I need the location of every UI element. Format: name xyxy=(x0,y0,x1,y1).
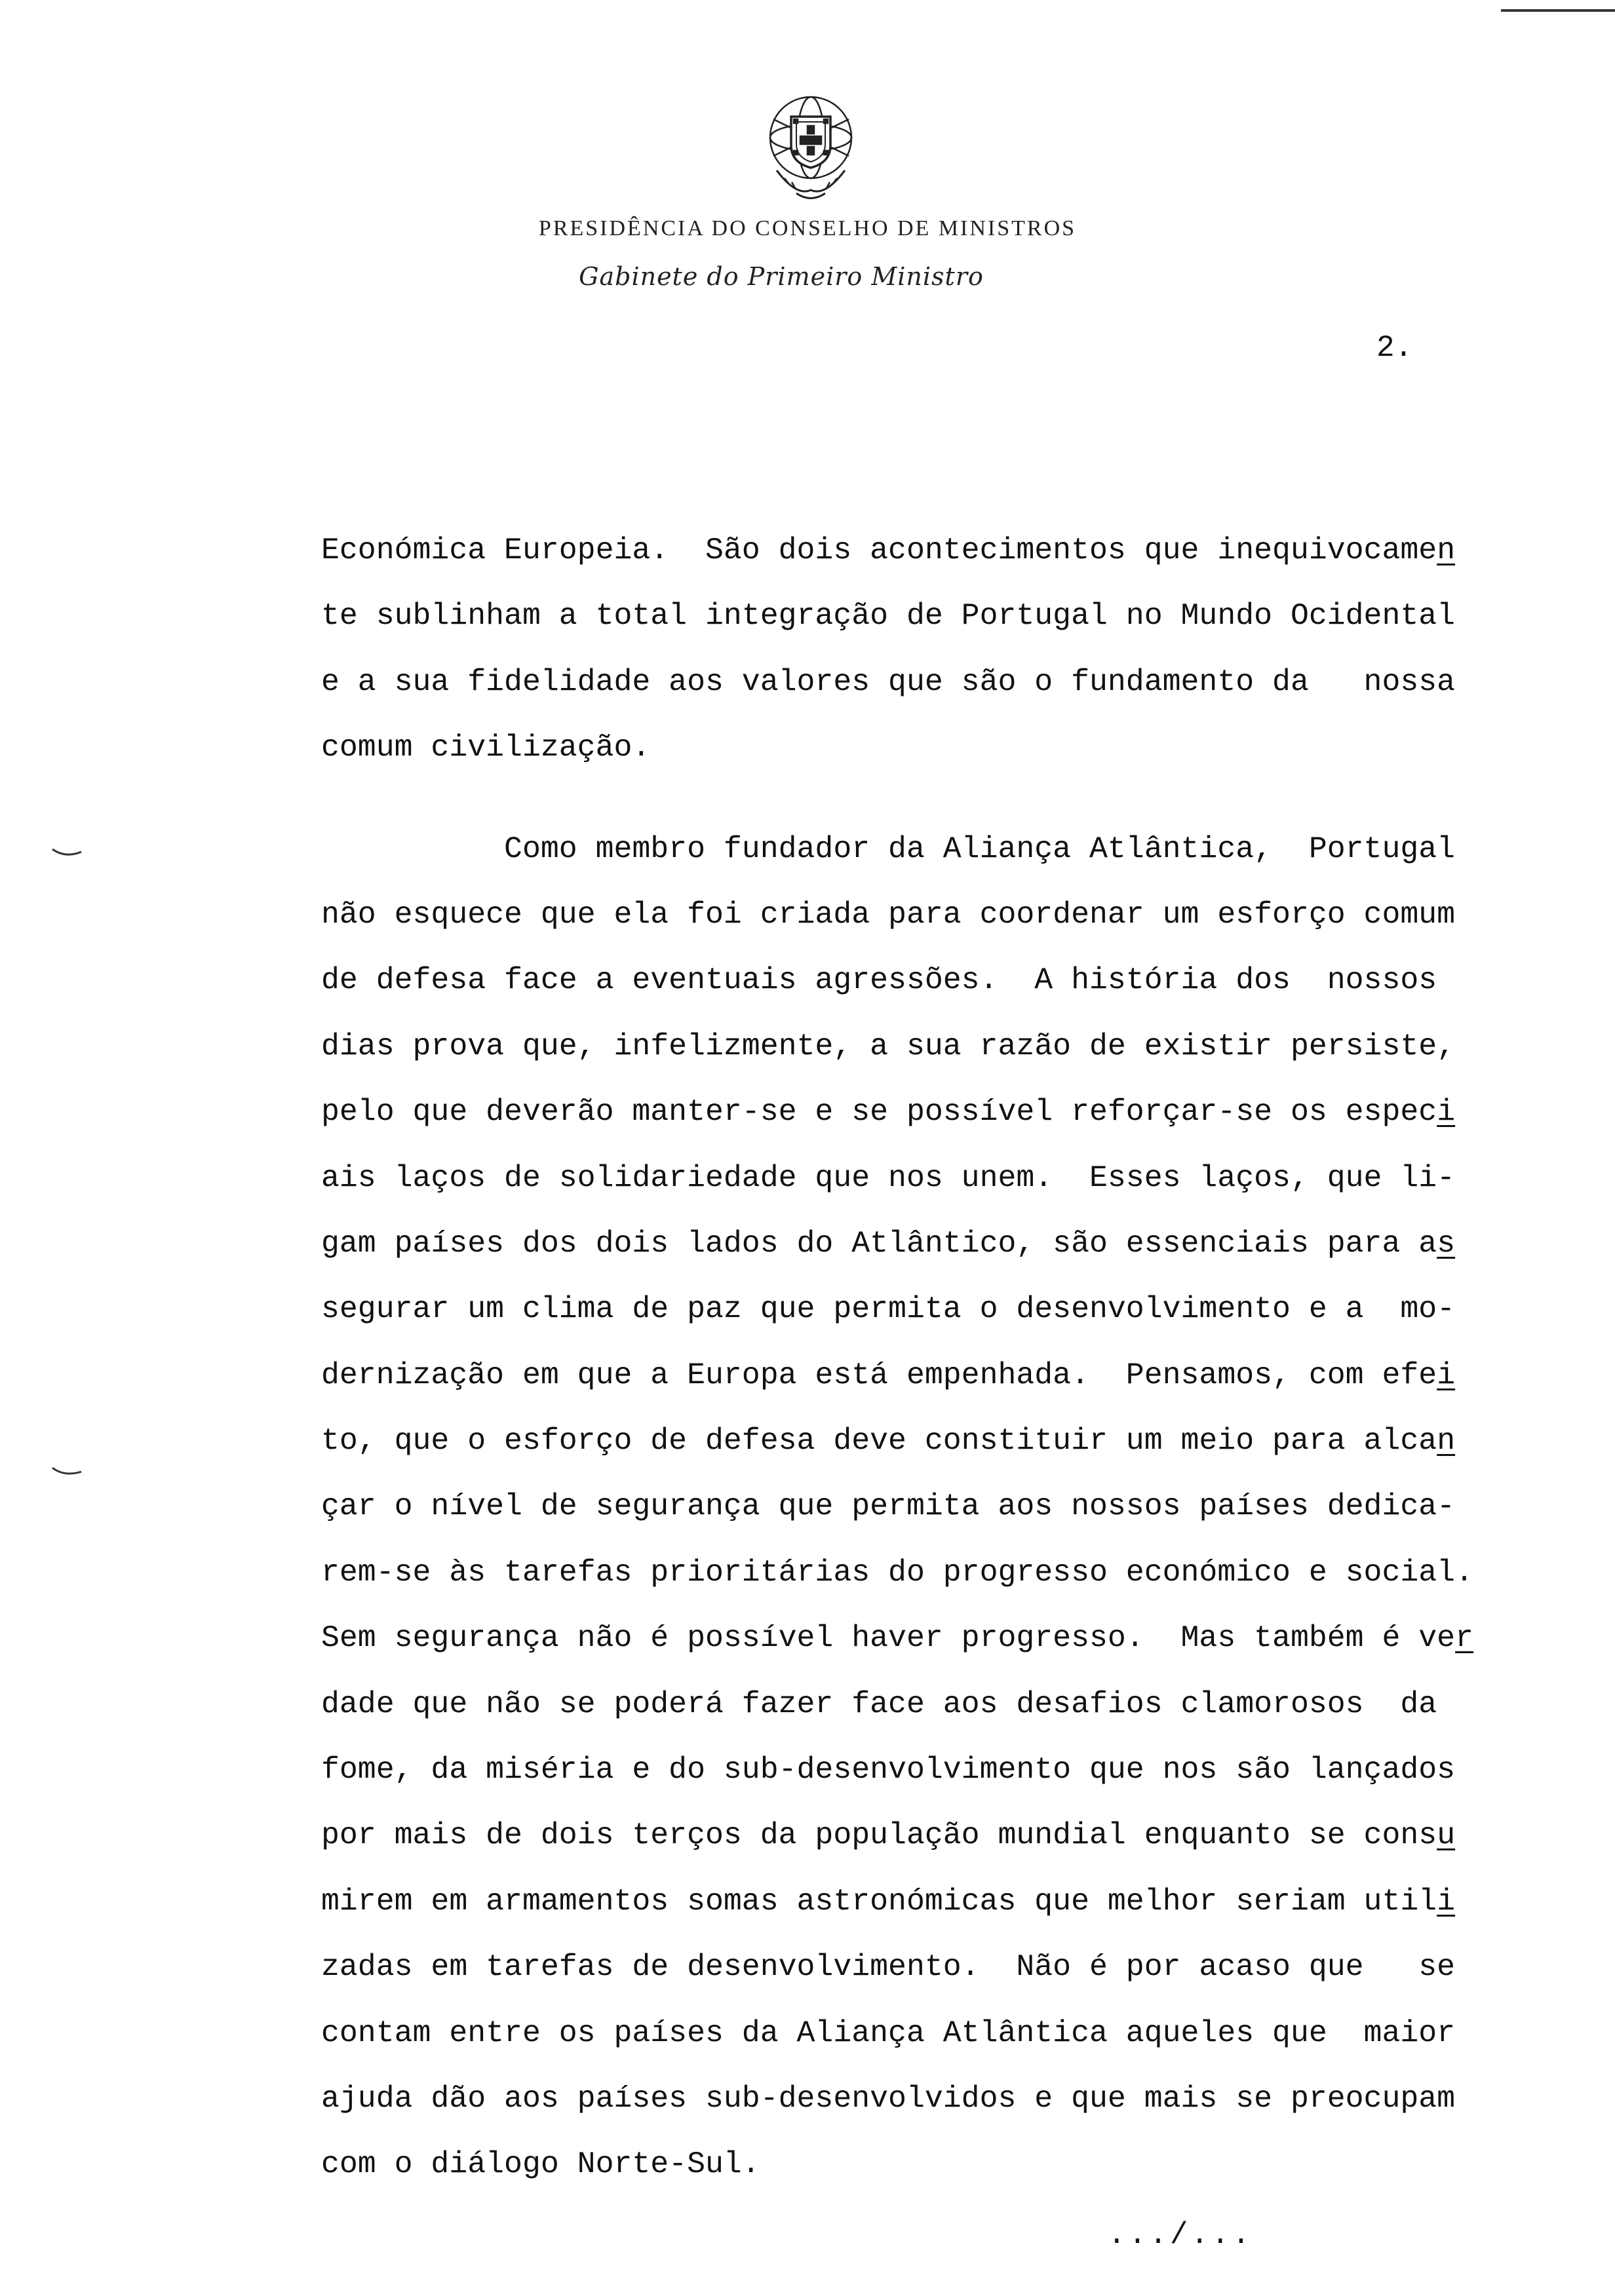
paragraph xyxy=(321,518,1553,781)
underlined-hyphenation-char: i xyxy=(1437,1094,1456,1130)
text-line xyxy=(321,1737,1553,1803)
text-line xyxy=(321,1672,1553,1737)
text-run: pelo que deverão manter-se e se possível reforçar-se os espec xyxy=(321,1094,1437,1130)
text-line xyxy=(321,715,1553,780)
text-line xyxy=(321,947,1553,1013)
text-line xyxy=(321,1934,1553,2000)
text-run: Económica Europeia. São dois acontecimentos que inequivocame xyxy=(321,533,1437,567)
text-run: por mais de dois terços da população mundial enquanto se cons xyxy=(321,1818,1437,1853)
text-line xyxy=(321,1869,1553,1934)
text-run: fome, da miséria e do sub-desenvolvimento que nos são lançados xyxy=(321,1752,1456,1788)
text-run: Sem segurança não é possível haver progresso. Mas também é ve xyxy=(321,1620,1456,1656)
text-run: contam entre os países da Aliança Atlântica aqueles que maior xyxy=(321,2015,1456,2050)
text-run: te sublinham a total integração de Portugal no Mundo Ocidental xyxy=(321,598,1456,634)
underlined-hyphenation-char: i xyxy=(1437,1357,1456,1392)
text-run: não esquece que ela foi criada para coordenar um esforço comum xyxy=(321,896,1456,932)
text-line xyxy=(321,1276,1553,1342)
text-run: segurar um clima de paz que permita o desenvolvimento e a mo- xyxy=(321,1292,1456,1327)
letter-body xyxy=(321,518,1553,2198)
text-run: ais laços de solidariedade que nos unem. Esses laços, que li- xyxy=(321,1160,1456,1195)
coat-of-arms-icon xyxy=(757,85,865,206)
text-line xyxy=(321,649,1553,715)
text-line xyxy=(321,2066,1553,2132)
underlined-hyphenation-char: r xyxy=(1455,1620,1473,1656)
text-line xyxy=(321,1605,1553,1671)
text-line xyxy=(321,1408,1553,1474)
page-number: 2. xyxy=(1376,331,1413,365)
text-line xyxy=(321,1211,1553,1276)
margin-punch-mark xyxy=(51,847,84,860)
text-run: rem-se às tarefas prioritárias do progresso económico e social. xyxy=(321,1554,1473,1590)
text-run: çar o nível de segurança que permita aos nossos países dedica- xyxy=(321,1489,1456,1524)
underlined-hyphenation-char: u xyxy=(1437,1818,1456,1853)
letterhead-office: Gabinete do Primeiro Ministro xyxy=(579,262,984,291)
margin-punch-mark xyxy=(51,1466,84,1480)
text-run: comum civilização. xyxy=(321,730,651,765)
paragraph-gap xyxy=(321,781,1553,816)
text-run: com o diálogo Norte-Sul. xyxy=(321,2147,760,2182)
scan-edge-rule xyxy=(1501,9,1615,12)
underlined-hyphenation-char: s xyxy=(1437,1225,1456,1261)
text-line xyxy=(321,882,1553,947)
underlined-hyphenation-char: n xyxy=(1437,533,1456,567)
text-run: dernização em que a Europa está empenhada. Pensamos, com efe xyxy=(321,1357,1437,1392)
continuation-mark: .../... xyxy=(1108,2218,1253,2252)
text-run: Como membro fundador da Aliança Atlântica, Portugal xyxy=(321,831,1456,866)
text-line xyxy=(321,2132,1553,2197)
text-run: ajuda dão aos países sub-desenvolvidos e que mais se preocupam xyxy=(321,2080,1456,2116)
text-run: gam países dos dois lados do Atlântico, são essenciais para a xyxy=(321,1225,1437,1261)
text-line xyxy=(321,1540,1553,1605)
text-line xyxy=(321,2000,1553,2066)
text-line xyxy=(321,1474,1553,1539)
text-run: de defesa face a eventuais agressões. A história dos nossos xyxy=(321,963,1437,998)
underlined-hyphenation-char: n xyxy=(1437,1423,1456,1459)
text-run: zadas em tarefas de desenvolvimento. Não é por acaso que se xyxy=(321,1949,1456,1985)
text-line xyxy=(321,1343,1553,1408)
text-line xyxy=(321,518,1553,583)
text-line xyxy=(321,1803,1553,1868)
paragraph xyxy=(321,816,1553,2198)
text-run: dias prova que, infelizmente, a sua razão de existir persiste, xyxy=(321,1028,1456,1063)
text-line xyxy=(321,1079,1553,1145)
underlined-hyphenation-char: i xyxy=(1437,1883,1456,1919)
letterhead-organization: PRESIDÊNCIA DO CONSELHO DE MINISTROS xyxy=(538,216,1077,240)
text-line xyxy=(321,1145,1553,1211)
text-line xyxy=(321,816,1553,882)
text-line xyxy=(321,583,1553,649)
text-line xyxy=(321,1014,1553,1079)
text-run: e a sua fidelidade aos valores que são o fundamento da nossa xyxy=(321,664,1456,699)
text-run: to, que o esforço de defesa deve constituir um meio para alca xyxy=(321,1423,1437,1459)
text-run: dade que não se poderá fazer face aos desafios clamorosos da xyxy=(321,1686,1437,1721)
text-run: mirem em armamentos somas astronómicas que melhor seriam util xyxy=(321,1883,1437,1919)
